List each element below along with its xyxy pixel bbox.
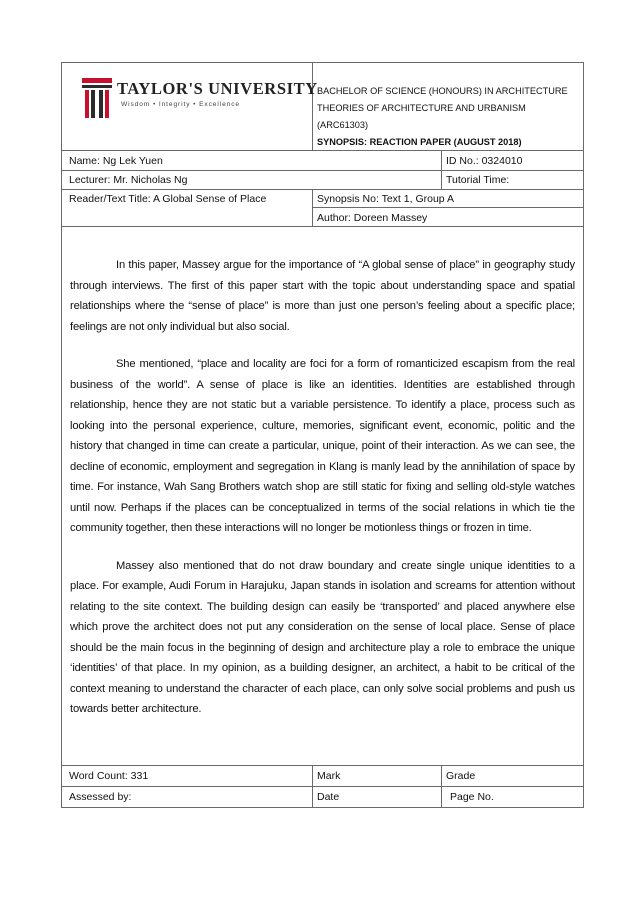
row-divider (62, 189, 583, 190)
row-divider (62, 786, 583, 787)
university-tagline: Wisdom • Integrity • Excellence (121, 101, 240, 108)
course-header (317, 83, 582, 151)
author-name: Author: Doreen Massey (317, 212, 428, 224)
body-paragraph: She mentioned, “place and locality are foci for a form of romanticized escapism from the real business of the world”. A sense of place is like an identities. Identities are established through relationship, hence they are not static but a variable persistence. To identify a place, process such as looking into the personal experience, culture, memories, significant event, economic, politic and the history that changed in time can create a particular, unique, point of their interaction. As we can see, the decline of economic, employment and segregation in Klang is manly lead by the annihilation of space by time. For instance, Wah Sang Brothers watch shop are still static for fixing and selling old-style watches until now. Perhaps if the places can be conceptualized in terms of the social relations in which tie the community together, then these interactions will no longer be motionless things or frozen in time. (70, 358, 575, 534)
row-divider (312, 207, 584, 208)
reaction-paper-body (70, 255, 575, 737)
course-title: BACHELOR OF SCIENCE (HONOURS) IN ARCHITECTURE (317, 86, 568, 96)
page-number-label: Page No. (450, 791, 494, 803)
mark-label: Mark (317, 770, 341, 782)
row-divider (62, 170, 583, 171)
reader-title: Reader/Text Title: A Global Sense of Place (69, 193, 267, 205)
synopsis-number: Synopsis No: Text 1, Group A (317, 193, 454, 205)
module-code: (ARC61303) (317, 120, 369, 130)
grade-label: Grade (446, 770, 476, 782)
column-divider (441, 150, 442, 189)
column-divider (312, 63, 313, 150)
university-crest-icon (82, 78, 112, 118)
column-divider (312, 765, 313, 808)
body-paragraph: In this paper, Massey argue for the importance of “A global sense of place” in geography study through interviews. The first of this paper start with the topic about understanding space and spatial relationships where the “sense of place” is more than just one person’s feeling about a specific place; feelings are not only individual but also social. (70, 259, 575, 333)
date-label: Date (317, 791, 340, 803)
column-divider (441, 765, 442, 808)
row-divider (62, 226, 583, 227)
synopsis-title: SYNOPSIS: REACTION PAPER (AUGUST 2018) (317, 137, 522, 147)
university-name: TAYLOR'S UNIVERSITY (117, 79, 318, 98)
synopsis-form (61, 62, 584, 808)
word-count: Word Count: 331 (69, 770, 149, 782)
column-divider (312, 189, 313, 226)
body-paragraph: Massey also mentioned that do not draw boundary and create single unique identities to a place. For example, Audi Forum in Harajuku, Japan stands in isolation and screams for attention without relating to the site context. The building design can easily be ‘transported’ and placed anywhere else which prove the architect does not put any consideration on the sense of local place. Sense of place should be the main focus in the beginning of design and architecture play a role to embrace the unique ‘identities’ of that place. In my opinion, as a building designer, an architect, a habit to be critical of the context meaning to understand the character of each place, can only solve social problems and push us towards better architecture. (70, 559, 575, 715)
row-divider (62, 765, 583, 766)
tutorial-time: Tutorial Time: (446, 174, 510, 186)
assessed-by-label: Assessed by: (69, 791, 132, 803)
lecturer-name: Lecturer: Mr. Nicholas Ng (69, 174, 188, 186)
university-logo (80, 74, 318, 122)
student-name: Name: Ng Lek Yuen (69, 155, 163, 167)
student-id: ID No.: 0324010 (446, 155, 523, 167)
module-title: THEORIES OF ARCHITECTURE AND URBANISM (317, 103, 526, 113)
